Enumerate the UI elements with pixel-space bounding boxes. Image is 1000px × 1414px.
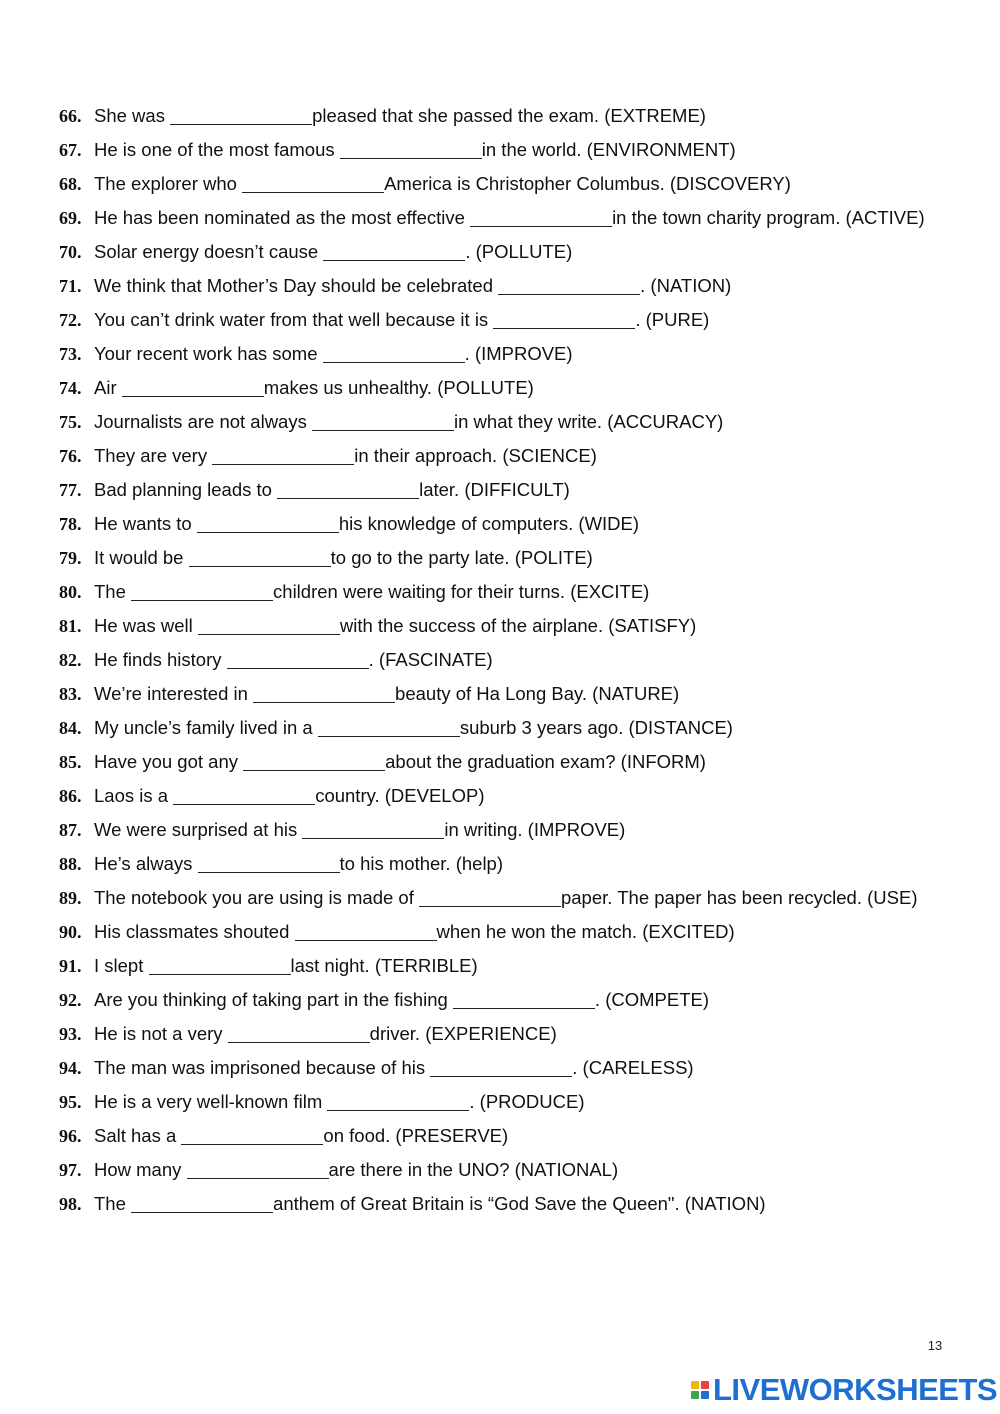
- question-item: [59, 371, 959, 405]
- question-text: [94, 235, 959, 269]
- question-text: [94, 439, 959, 473]
- question-text-before: He is one of the most famous: [94, 139, 340, 160]
- question-number: 95.: [59, 1092, 82, 1112]
- question-text: [94, 269, 959, 303]
- question-text: [94, 473, 959, 507]
- question-text-before: The: [94, 1193, 132, 1214]
- question-text-before: Air: [94, 377, 122, 398]
- answer-blank[interactable]: [187, 1156, 329, 1179]
- question-text: [94, 133, 959, 167]
- question-number: 91.: [59, 956, 82, 976]
- question-item: [59, 303, 959, 337]
- answer-blank[interactable]: [181, 1122, 323, 1145]
- answer-blank[interactable]: [212, 442, 354, 465]
- page-number: 13: [927, 1338, 943, 1353]
- question-number: 68.: [59, 174, 82, 194]
- question-item: [59, 1119, 959, 1153]
- question-text-after: later. (DIFFICULT): [419, 479, 570, 500]
- question-text-before: I slept: [94, 955, 149, 976]
- question-item: [59, 983, 959, 1017]
- question-number: 77.: [59, 480, 82, 500]
- question-text: [94, 337, 959, 371]
- question-number: 94.: [59, 1058, 82, 1078]
- question-number: 82.: [59, 650, 82, 670]
- question-text: [94, 541, 959, 575]
- question-text: [94, 1017, 959, 1051]
- answer-blank[interactable]: [198, 850, 340, 873]
- question-number: 72.: [59, 310, 82, 330]
- question-text-before: We think that Mother’s Day should be celebrated: [94, 275, 499, 296]
- question-number: 80.: [59, 582, 82, 602]
- question-text-before: They are very: [94, 445, 213, 466]
- question-text: [94, 813, 959, 847]
- question-text: [94, 847, 959, 881]
- question-item: [59, 167, 959, 201]
- question-text-after: in their approach. (SCIENCE): [354, 445, 597, 466]
- question-number: 67.: [59, 140, 82, 160]
- answer-blank[interactable]: [327, 1088, 469, 1111]
- question-item: [59, 711, 959, 745]
- question-text: [94, 575, 959, 609]
- question-item: [59, 201, 959, 235]
- question-text-after: . (CARELESS): [572, 1057, 694, 1078]
- question-text-before: She was: [94, 105, 171, 126]
- question-text-before: Laos is a: [94, 785, 174, 806]
- question-text-after: . (PRODUCE): [469, 1091, 585, 1112]
- question-text-after: in what they write. (ACCURACY): [454, 411, 724, 432]
- question-item: [59, 439, 959, 473]
- answer-blank[interactable]: [227, 646, 369, 669]
- question-text-before: Are you thinking of taking part in the fishing: [94, 989, 453, 1010]
- question-text: [94, 1119, 959, 1153]
- question-text-before: The man was imprisoned because of his: [94, 1057, 431, 1078]
- question-item: [59, 541, 959, 575]
- question-number: 79.: [59, 548, 82, 568]
- question-item: [59, 609, 959, 643]
- question-number: 93.: [59, 1024, 82, 1044]
- answer-blank[interactable]: [228, 1020, 370, 1043]
- question-text-after: to go to the party late. (POLITE): [330, 547, 593, 568]
- answer-blank[interactable]: [173, 782, 315, 805]
- question-text: [94, 201, 959, 235]
- question-number: 69.: [59, 208, 82, 228]
- answer-blank[interactable]: [323, 238, 465, 261]
- question-text-before: We’re interested in: [94, 683, 254, 704]
- answer-blank[interactable]: [253, 680, 395, 703]
- question-text-before: How many: [94, 1159, 187, 1180]
- question-number: 73.: [59, 344, 82, 364]
- question-number: 84.: [59, 718, 82, 738]
- question-item: [59, 405, 959, 439]
- answer-blank[interactable]: [197, 510, 339, 533]
- question-text-before: Solar energy doesn’t cause: [94, 241, 324, 262]
- question-text-before: Bad planning leads to: [94, 479, 278, 500]
- question-item: [59, 507, 959, 541]
- answer-blank[interactable]: [453, 986, 595, 1009]
- question-text-before: He is a very well-known film: [94, 1091, 328, 1112]
- answer-blank[interactable]: [340, 136, 482, 159]
- question-text-before: The notebook you are using is made of: [94, 887, 419, 908]
- question-text: [94, 609, 959, 643]
- answer-blank[interactable]: [318, 714, 460, 737]
- question-item: [59, 575, 959, 609]
- question-text-before: He was well: [94, 615, 198, 636]
- question-number: 66.: [59, 106, 82, 126]
- question-text: [94, 983, 959, 1017]
- answer-blank[interactable]: [312, 408, 454, 431]
- question-item: [59, 133, 959, 167]
- question-text-before: Journalists are not always: [94, 411, 312, 432]
- answer-blank[interactable]: [242, 170, 384, 193]
- question-number: 74.: [59, 378, 82, 398]
- question-text: [94, 881, 959, 915]
- question-text-after: . (POLLUTE): [465, 241, 573, 262]
- answer-blank[interactable]: [198, 612, 340, 635]
- question-item: [59, 1153, 959, 1187]
- question-text: [94, 643, 959, 677]
- question-number: 81.: [59, 616, 82, 636]
- question-text-after: driver. (EXPERIENCE): [369, 1023, 557, 1044]
- question-number: 88.: [59, 854, 82, 874]
- question-text-after: in writing. (IMPROVE): [444, 819, 626, 840]
- answer-blank[interactable]: [498, 272, 640, 295]
- question-number: 78.: [59, 514, 82, 534]
- question-item: [59, 847, 959, 881]
- question-text-before: Your recent work has some: [94, 343, 323, 364]
- question-number: 87.: [59, 820, 82, 840]
- question-text-after: in the world. (ENVIRONMENT): [481, 139, 736, 160]
- question-number: 75.: [59, 412, 82, 432]
- question-text-before: He’s always: [94, 853, 198, 874]
- question-text: [94, 167, 959, 201]
- question-item: [59, 949, 959, 983]
- question-item: [59, 1187, 959, 1221]
- question-text-before: He is not a very: [94, 1023, 228, 1044]
- question-number: 76.: [59, 446, 82, 466]
- question-text-after: to his mother. (help): [339, 853, 504, 874]
- answer-blank[interactable]: [131, 1190, 273, 1213]
- question-text: [94, 405, 959, 439]
- question-text-after: country. (DEVELOP): [315, 785, 485, 806]
- answer-blank[interactable]: [170, 102, 312, 125]
- liveworksheets-logo: [691, 1373, 997, 1407]
- answer-blank[interactable]: [419, 884, 561, 907]
- answer-blank[interactable]: [131, 578, 273, 601]
- question-text-before: Salt has a: [94, 1125, 182, 1146]
- question-number: 71.: [59, 276, 82, 296]
- question-text-after: beauty of Ha Long Bay. (NATURE): [395, 683, 680, 704]
- question-text: [94, 371, 959, 405]
- question-item: [59, 745, 959, 779]
- question-number: 85.: [59, 752, 82, 772]
- question-text-before: My uncle’s family lived in a: [94, 717, 318, 738]
- question-text-after: paper. The paper has been recycled. (USE): [560, 887, 918, 908]
- question-text: [94, 779, 959, 813]
- question-number: 98.: [59, 1194, 82, 1214]
- question-text-after: about the graduation exam? (INFORM): [385, 751, 706, 772]
- question-text: [94, 1153, 959, 1187]
- question-text-after: children were waiting for their turns. (EXCITE): [273, 581, 650, 602]
- question-item: [59, 235, 959, 269]
- question-text: [94, 99, 959, 133]
- question-text-before: He has been nominated as the most effective: [94, 207, 471, 228]
- question-text-before: You can’t drink water from that well because it is: [94, 309, 494, 330]
- question-text: [94, 711, 959, 745]
- answer-blank[interactable]: [122, 374, 264, 397]
- question-text-after: when he won the match. (EXCITED): [436, 921, 735, 942]
- question-number: 86.: [59, 786, 82, 806]
- question-text-after: . (IMPROVE): [464, 343, 573, 364]
- brand-name: LIVEWORKSHEETS: [713, 1372, 998, 1407]
- question-text: [94, 303, 959, 337]
- question-text-after: suburb 3 years ago. (DISTANCE): [459, 717, 733, 738]
- question-text-after: . (FASCINATE): [368, 649, 493, 670]
- question-item: [59, 1085, 959, 1119]
- answer-blank[interactable]: [149, 952, 291, 975]
- question-text-before: He wants to: [94, 513, 197, 534]
- question-text-after: are there in the UNO? (NATIONAL): [328, 1159, 619, 1180]
- question-text: [94, 949, 959, 983]
- question-item: [59, 779, 959, 813]
- question-number: 97.: [59, 1160, 82, 1180]
- question-text: [94, 1187, 959, 1221]
- question-number: 70.: [59, 242, 82, 262]
- question-item: [59, 99, 959, 133]
- answer-blank[interactable]: [277, 476, 419, 499]
- liveworksheets-logo-icon: [691, 1381, 709, 1399]
- answer-blank[interactable]: [493, 306, 635, 329]
- question-text-before: He finds history: [94, 649, 227, 670]
- question-text-after: makes us unhealthy. (POLLUTE): [263, 377, 534, 398]
- question-text-after: America is Christopher Columbus. (DISCOVERY): [384, 173, 791, 194]
- question-text-after: with the success of the airplane. (SATISFY): [339, 615, 697, 636]
- answer-blank[interactable]: [189, 544, 331, 567]
- answer-blank[interactable]: [295, 918, 437, 941]
- question-text: [94, 1051, 959, 1085]
- question-text-after: anthem of Great Britain is “God Save the Queen". (NATION): [273, 1193, 766, 1214]
- question-item: [59, 677, 959, 711]
- question-item: [59, 269, 959, 303]
- question-number: 89.: [59, 888, 82, 908]
- answer-blank[interactable]: [470, 204, 612, 227]
- question-item: [59, 473, 959, 507]
- question-number: 96.: [59, 1126, 82, 1146]
- question-text-before: The explorer who: [94, 173, 243, 194]
- question-item: [59, 643, 959, 677]
- question-text-after: pleased that she passed the exam. (EXTREME): [312, 105, 706, 126]
- answer-blank[interactable]: [243, 748, 385, 771]
- question-text-before: Have you got any: [94, 751, 244, 772]
- question-text-after: last night. (TERRIBLE): [290, 955, 478, 976]
- question-number: 92.: [59, 990, 82, 1010]
- question-text-before: The: [94, 581, 132, 602]
- question-item: [59, 881, 959, 915]
- answer-blank[interactable]: [323, 340, 465, 363]
- question-text-after: . (COMPETE): [594, 989, 710, 1010]
- question-text-after: in the town charity program. (ACTIVE): [612, 207, 925, 228]
- question-item: [59, 1051, 959, 1085]
- answer-blank[interactable]: [430, 1054, 572, 1077]
- question-text: [94, 677, 959, 711]
- question-text: [94, 745, 959, 779]
- question-number: 90.: [59, 922, 82, 942]
- answer-blank[interactable]: [302, 816, 444, 839]
- question-text-before: We were surprised at his: [94, 819, 303, 840]
- question-text: [94, 915, 959, 949]
- question-item: [59, 915, 959, 949]
- question-text: [94, 1085, 959, 1119]
- question-text: [94, 507, 959, 541]
- question-list: [59, 99, 959, 1221]
- question-text-after: on food. (PRESERVE): [323, 1125, 509, 1146]
- question-item: [59, 813, 959, 847]
- question-text-after: his knowledge of computers. (WIDE): [338, 513, 640, 534]
- question-text-after: . (NATION): [640, 275, 732, 296]
- question-item: [59, 1017, 959, 1051]
- question-item: [59, 337, 959, 371]
- question-text-before: His classmates shouted: [94, 921, 295, 942]
- question-text-after: . (PURE): [635, 309, 710, 330]
- question-number: 83.: [59, 684, 82, 704]
- question-text-before: It would be: [94, 547, 189, 568]
